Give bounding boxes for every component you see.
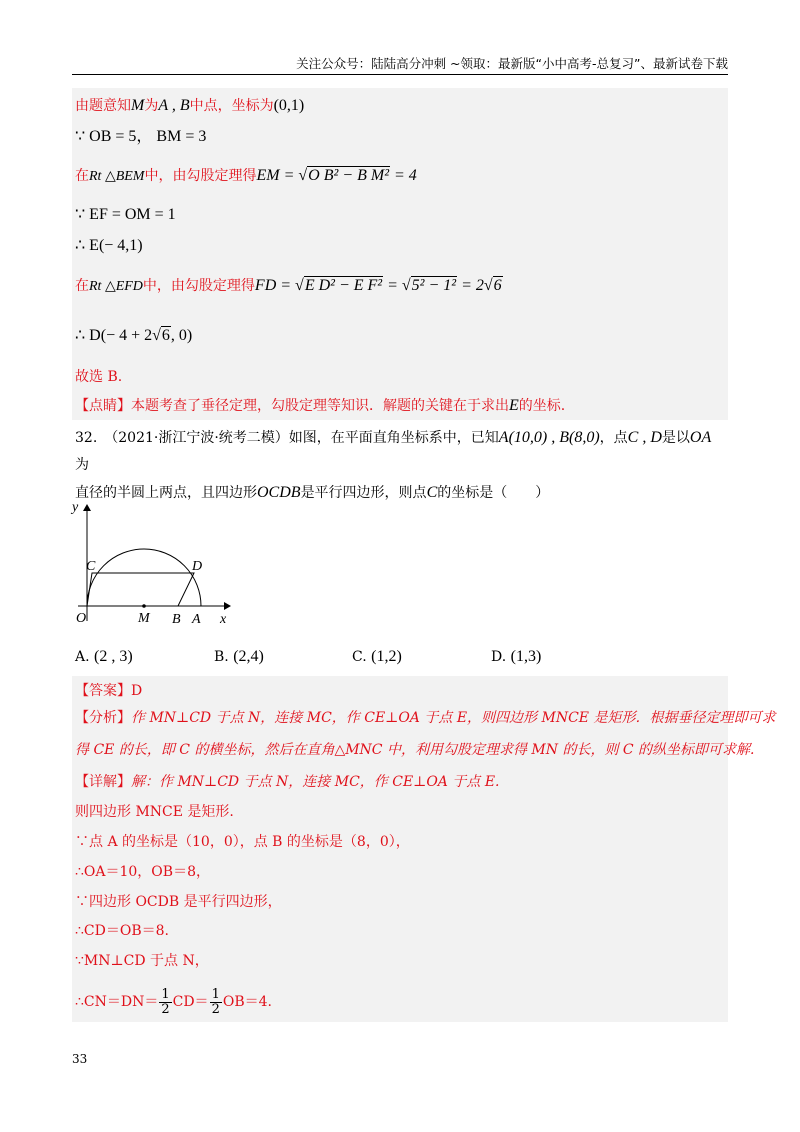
detail-line-4: ∴OA＝10，OB＝8， xyxy=(75,864,210,880)
sol31-line-5: ∴ E(− 4,1) xyxy=(75,237,143,254)
page-number: 33 xyxy=(72,1052,88,1066)
label-d: D xyxy=(192,559,203,574)
point-m xyxy=(142,604,146,608)
parallelogram-ocdb xyxy=(87,573,194,606)
sol31-line-2: ∵ OB = 5， BM = 3 xyxy=(75,128,207,145)
option-b[interactable]: B. (2,4) xyxy=(214,648,264,665)
question-32-text: 32. （2021·浙江宁波·统考二模）如图，在平面直角坐标系中，已知A(10,0) , B(8,0)，点C , D是以OA为 直径的半圆上两点，且四边形OCDB是平行四边形，则点C的坐标是（ ） xyxy=(75,429,712,501)
detail-line-6: ∴CD＝OB＝8. xyxy=(75,923,169,939)
detail-line-3: ∵点 A 的坐标是（10，0），点 B 的坐标是（8，0）， xyxy=(75,834,410,850)
analysis-line-1: 【分析】作 MN⊥CD 于点 N，连接 MC，作 CE⊥OA 于点 E，则四边形 MNCE 是矩形．根据垂径定理即可求 xyxy=(75,710,776,726)
sol31-line-1: 由题意知M为A , B中点，坐标为(0,1) xyxy=(75,97,305,114)
page-header: 关注公众号：陆陆高分冲刺 ~领取：最新版“小中高考-总复习”、最新试卷下载 xyxy=(296,56,728,71)
label-y: y xyxy=(72,500,79,515)
label-b: B xyxy=(172,612,181,627)
sol31-line-4: ∵ EF = OM = 1 xyxy=(75,206,176,223)
label-m: M xyxy=(138,611,150,626)
label-o: O xyxy=(76,611,87,626)
semicircle xyxy=(87,549,201,606)
detail-line-2: 则四边形 MNCE 是矩形. xyxy=(75,804,234,820)
label-c: C xyxy=(86,559,96,574)
sol31-line-6: 在Rt △EFD中，由勾股定理得FD = √E D² − E F² = √5² − 1² = 2√6 xyxy=(75,277,502,294)
header-rule xyxy=(72,74,728,75)
label-x: x xyxy=(220,612,227,627)
answer-line: 【答案】D xyxy=(75,683,143,699)
option-d[interactable]: D. (1,3) xyxy=(491,648,542,665)
detail-line-5: ∵四边形 OCDB 是平行四边形， xyxy=(75,894,282,910)
option-c[interactable]: C. (1,2) xyxy=(352,648,402,665)
detail-line-7: ∵MN⊥CD 于点 N， xyxy=(75,953,209,969)
sol31-line-3: 在Rt △BEM中，由勾股定理得EM = √O B² − B M² = 4 xyxy=(75,167,417,184)
label-a: A xyxy=(192,612,201,627)
sol31-line-8: 故选 B. xyxy=(75,369,123,385)
detail-line-8: ∴CN＝DN＝ $\frac{1}{2}$ CD＝ $\frac{1}{2}$ OB＝4. xyxy=(75,986,272,1017)
semicircle-figure xyxy=(68,495,248,635)
analysis-line-2: 得 CE 的长，即 C 的横坐标，然后在直角△MNC 中，利用勾股定理求得 MN 的长，则 C 的纵坐标即可求解. xyxy=(75,742,755,758)
sol31-line-9: 【点睛】本题考查了垂径定理，勾股定理等知识．解题的关键在于求出E的坐标. xyxy=(75,397,566,414)
sol31-line-7: ∴ D(− 4 + 2√6, 0) xyxy=(75,327,193,344)
option-a[interactable]: A. (2 , 3) xyxy=(75,648,133,665)
detail-line-1: 【详解】解：作 MN⊥CD 于点 N，连接 MC，作 CE⊥OA 于点 E. xyxy=(75,774,500,790)
